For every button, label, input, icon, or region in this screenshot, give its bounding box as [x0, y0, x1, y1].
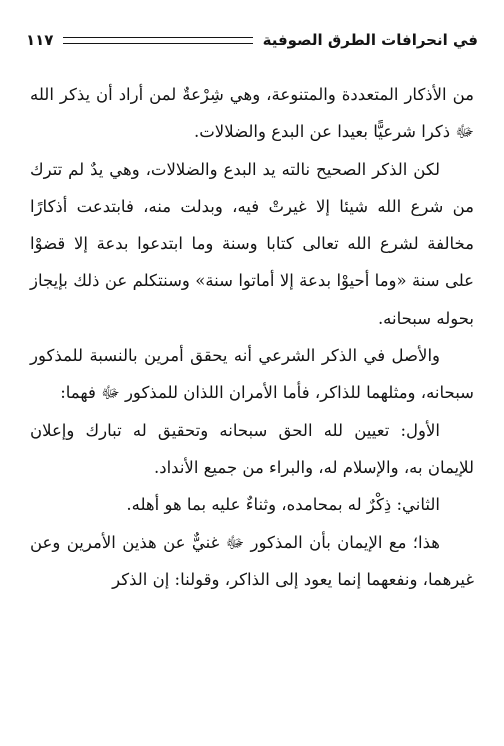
- paragraph-4: الأول: تعيين لله الحق سبحانه وتحقيق له تبارك وإعلان للإيمان به، والإسلام له، والبراء من جميع الأنداد.: [30, 420, 474, 477]
- running-header-title: في انحرافات الطرق الصوفية: [262, 31, 478, 49]
- paragraph-5: الثاني: ذِكْرٌ له بمحامده، وثناءٌ عليه بما هو أهله.: [126, 495, 440, 515]
- page-number: ١١٧: [26, 31, 54, 49]
- header-rule: [63, 37, 252, 44]
- paragraph-2: لكن الذكر الصحيح نالته يد البدع والضلالات، وهي يدٌ لم تترك من شرع الله شيئا إلا غيرتْ فيه، وبدلت منه، فابتدعت أذكارًا مخالفة لشرع الله تعالى كتابا وسنة وما ابتدعوا بدعة إلا قضوْا على سنة «وما أحيوْا بدعة إلا أماتوا سنة» وسنتكلم عن ذلك بإيجاز بحوله سبحانه.: [30, 159, 474, 328]
- paragraph-6: هذا؛ مع الإيمان بأن المذكور ﷻ غنيٌّ عن هذين الأمرين وعن غيرهما، ونفعهما إنما يعود إلى الذاكر، وقولنا: إن الذكر: [30, 532, 474, 589]
- paragraph-3: والأصل في الذكر الشرعي أنه يحقق أمرين بالنسبة للمذكور سبحانه، ومثلهما للذاكر، فأما الأمران اللذان للمذكور ﷻ فهما:: [30, 346, 474, 403]
- paragraph-1: من الأذكار المتعددة والمتنوعة، وهي شِرْعةٌ لمن أراد أن يذكر الله ﷻ ذكرا شرعيًّا بعيدا عن البدع والضلالات.: [30, 85, 474, 142]
- body-text: [30, 76, 474, 598]
- running-header: [26, 22, 478, 58]
